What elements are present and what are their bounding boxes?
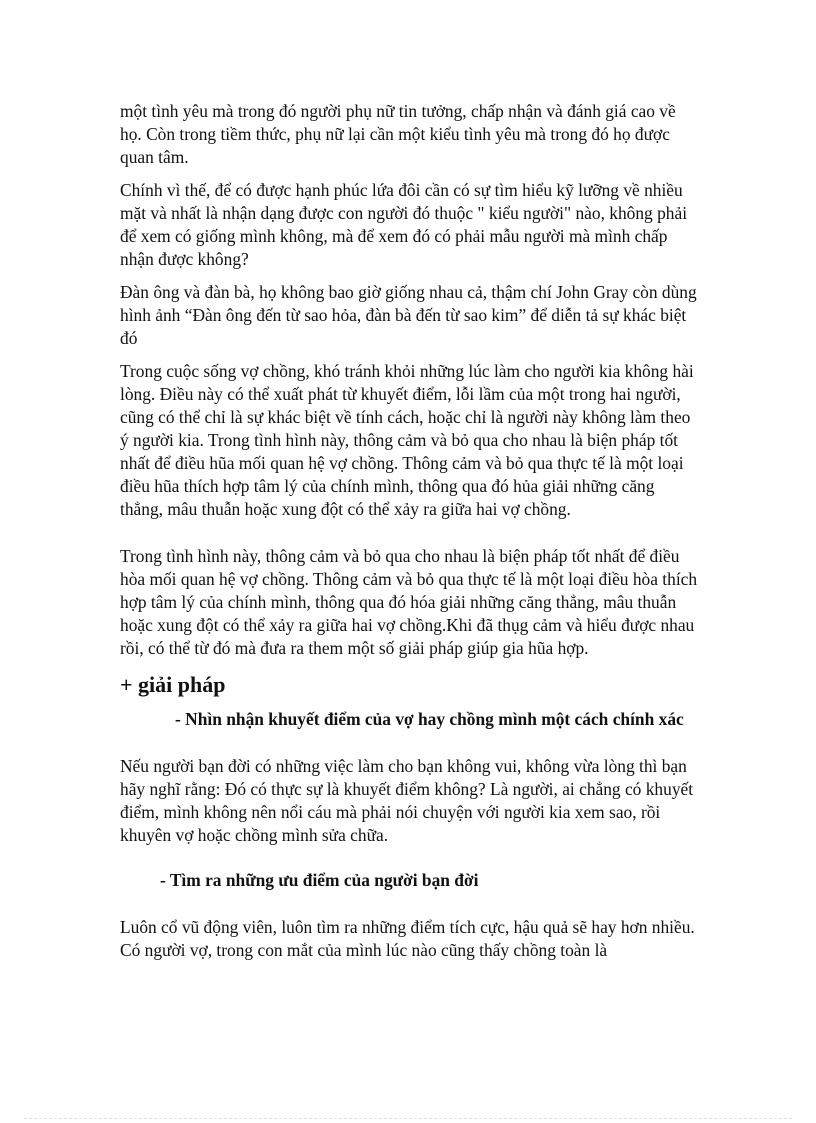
subheading-find-strengths-text: - Tìm ra những ưu điểm của người bạn đời (160, 870, 479, 890)
paragraph-sympathy: Trong tình hình này, thông cảm và bỏ qua cho nhau là biện pháp tốt nhất để điều hòa mối quan hệ vợ chồng. Thông cảm và bỏ qua thực tế là một loại điều hòa thích hợp tâm lý của chính mình, thông qua đó hóa giải những căng thẳng, mâu thuẫn hoặc xung đột có thể xảy ra giữa hai vợ chồng.Khi đã thụg cảm và hiểu được nhau rồi, có thể từ đó mà đưa ra them một số giải pháp giúp gia hũa hợp. (120, 546, 698, 658)
subheading-recognize-faults (120, 708, 700, 731)
section-heading-solutions: + giải pháp (120, 672, 226, 697)
paragraph-love-trust: một tình yêu mà trong đó người phụ nữ tin tưởng, chấp nhận và đánh giá cao về họ. Còn trong tiềm thức, phụ nữ lại cần một kiểu tình yêu mà trong đó họ được quan tâm. (120, 101, 676, 167)
paragraph-married-life: Trong cuộc sống vợ chồng, khó tránh khỏi những lúc làm cho người kia không hài lòng. Điều này có thể xuất phát từ khuyết điểm, lỗi lầm của một trong hai người, cũng có thể chỉ là sự khác biệt về tính cách, hoặc chỉ là người này không làm theo ý người kia. Trong tình hình này, thông cảm và bỏ qua cho nhau là biện pháp tốt nhất để điều hũa mối quan hệ vợ chồng. Thông cảm và bỏ qua thực tế là một loại điều hũa thích hợp tâm lý của chính mình, thông qua đó hủa giải những căng thẳng, mâu thuẫn hoặc xung đột có thể xảy ra giữa hai vợ chồng. (120, 361, 694, 519)
paragraph-encourage: Luôn cổ vũ động viên, luôn tìm ra những điểm tích cực, hậu quả sẽ hay hơn nhiều. Có người vợ, trong con mắt của mình lúc nào cũng thấy chồng toàn là (120, 917, 695, 960)
paragraph-john-gray: Đàn ông và đàn bà, họ không bao giờ giống nhau cả, thậm chí John Gray còn dùng hình ảnh “Đàn ông đến từ sao hỏa, đàn bà đến từ sao kim” để diễn tả sự khác biệt đó (120, 282, 697, 348)
document-body (120, 100, 700, 962)
page-bottom-divider (24, 1118, 792, 1119)
subheading-recognize-faults-text: - Nhìn nhận khuyết điểm của vợ hay chồng mình một cách chính xác (175, 709, 684, 729)
paragraph-understanding: Chính vì thế, để có được hạnh phúc lứa đôi cần có sự tìm hiểu kỹ lưỡng về nhiều mặt và nhất là nhận dạng được con người đó thuộc " kiểu người" nào, không phải để xem có giống mình không, mà để xem đó có phải mẫu người mà mình chấp nhận được không? (120, 180, 688, 269)
subheading-find-strengths (120, 869, 700, 892)
paragraph-faults: Nếu người bạn đời có những việc làm cho bạn không vui, không vừa lòng thì bạn hãy nghĩ rằng: Đó có thực sự là khuyết điểm không? Là người, ai chẳng có khuyết điểm, mình không nên nổi cáu mà phải nói chuyện với người kia xem sao, rồi khuyên vợ hoặc chồng mình sửa chữa. (120, 756, 694, 845)
